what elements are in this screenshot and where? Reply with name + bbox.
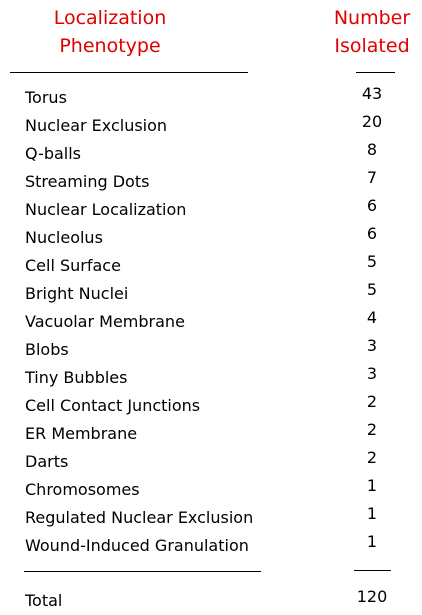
isolated-count: 1 bbox=[366, 476, 378, 495]
isolated-count: 5 bbox=[366, 280, 378, 299]
total-row bbox=[0, 587, 422, 615]
phenotype-label: Wound-Induced Granulation bbox=[25, 536, 249, 555]
isolated-count: 2 bbox=[366, 392, 378, 411]
phenotype-label: Tiny Bubbles bbox=[25, 368, 128, 387]
phenotype-label: Nuclear Localization bbox=[25, 200, 187, 219]
total-label: Total bbox=[25, 591, 63, 610]
phenotype-label: Torus bbox=[25, 88, 67, 107]
phenotype-table-body bbox=[0, 84, 422, 560]
count-header-line2: Isolated bbox=[334, 35, 410, 57]
isolated-count: 20 bbox=[361, 112, 383, 131]
total-divider-right bbox=[354, 570, 391, 571]
isolated-count: 3 bbox=[366, 364, 378, 383]
phenotype-label: Cell Contact Junctions bbox=[25, 396, 201, 415]
phenotype-label: Nucleolus bbox=[25, 228, 103, 247]
phenotype-label: Regulated Nuclear Exclusion bbox=[25, 508, 254, 527]
isolated-count: 1 bbox=[366, 532, 378, 551]
isolated-count: 1 bbox=[366, 504, 378, 523]
header-divider-left bbox=[10, 72, 248, 73]
isolated-count: 6 bbox=[366, 196, 378, 215]
phenotype-label: Bright Nuclei bbox=[25, 284, 129, 303]
phenotype-label: Streaming Dots bbox=[25, 172, 150, 191]
phenotype-label: Darts bbox=[25, 452, 69, 471]
phenotype-label: Nuclear Exclusion bbox=[25, 116, 168, 135]
phenotype-header-line1: Localization bbox=[53, 7, 167, 29]
isolated-count: 6 bbox=[366, 224, 378, 243]
phenotype-label: Chromosomes bbox=[25, 480, 140, 499]
isolated-count: 3 bbox=[366, 336, 378, 355]
total-divider-left bbox=[24, 571, 261, 572]
isolated-count: 8 bbox=[366, 140, 378, 159]
isolated-count: 4 bbox=[366, 308, 378, 327]
phenotype-label: Cell Surface bbox=[25, 256, 121, 275]
isolated-count: 2 bbox=[366, 420, 378, 439]
isolated-count: 7 bbox=[366, 168, 378, 187]
total-count: 120 bbox=[356, 587, 388, 606]
count-column-header bbox=[322, 4, 422, 60]
phenotype-label: Vacuolar Membrane bbox=[25, 312, 185, 331]
isolated-count: 43 bbox=[361, 84, 383, 103]
count-header-line1: Number bbox=[333, 7, 411, 29]
phenotype-label: ER Membrane bbox=[25, 424, 138, 443]
header-divider-right bbox=[356, 72, 395, 73]
isolated-count: 5 bbox=[366, 252, 378, 271]
phenotype-label: Blobs bbox=[25, 340, 69, 359]
table-row bbox=[0, 532, 422, 560]
phenotype-column-header bbox=[10, 4, 210, 60]
isolated-count: 2 bbox=[366, 448, 378, 467]
phenotype-label: Q-balls bbox=[25, 144, 81, 163]
phenotype-header-line2: Phenotype bbox=[59, 35, 161, 57]
